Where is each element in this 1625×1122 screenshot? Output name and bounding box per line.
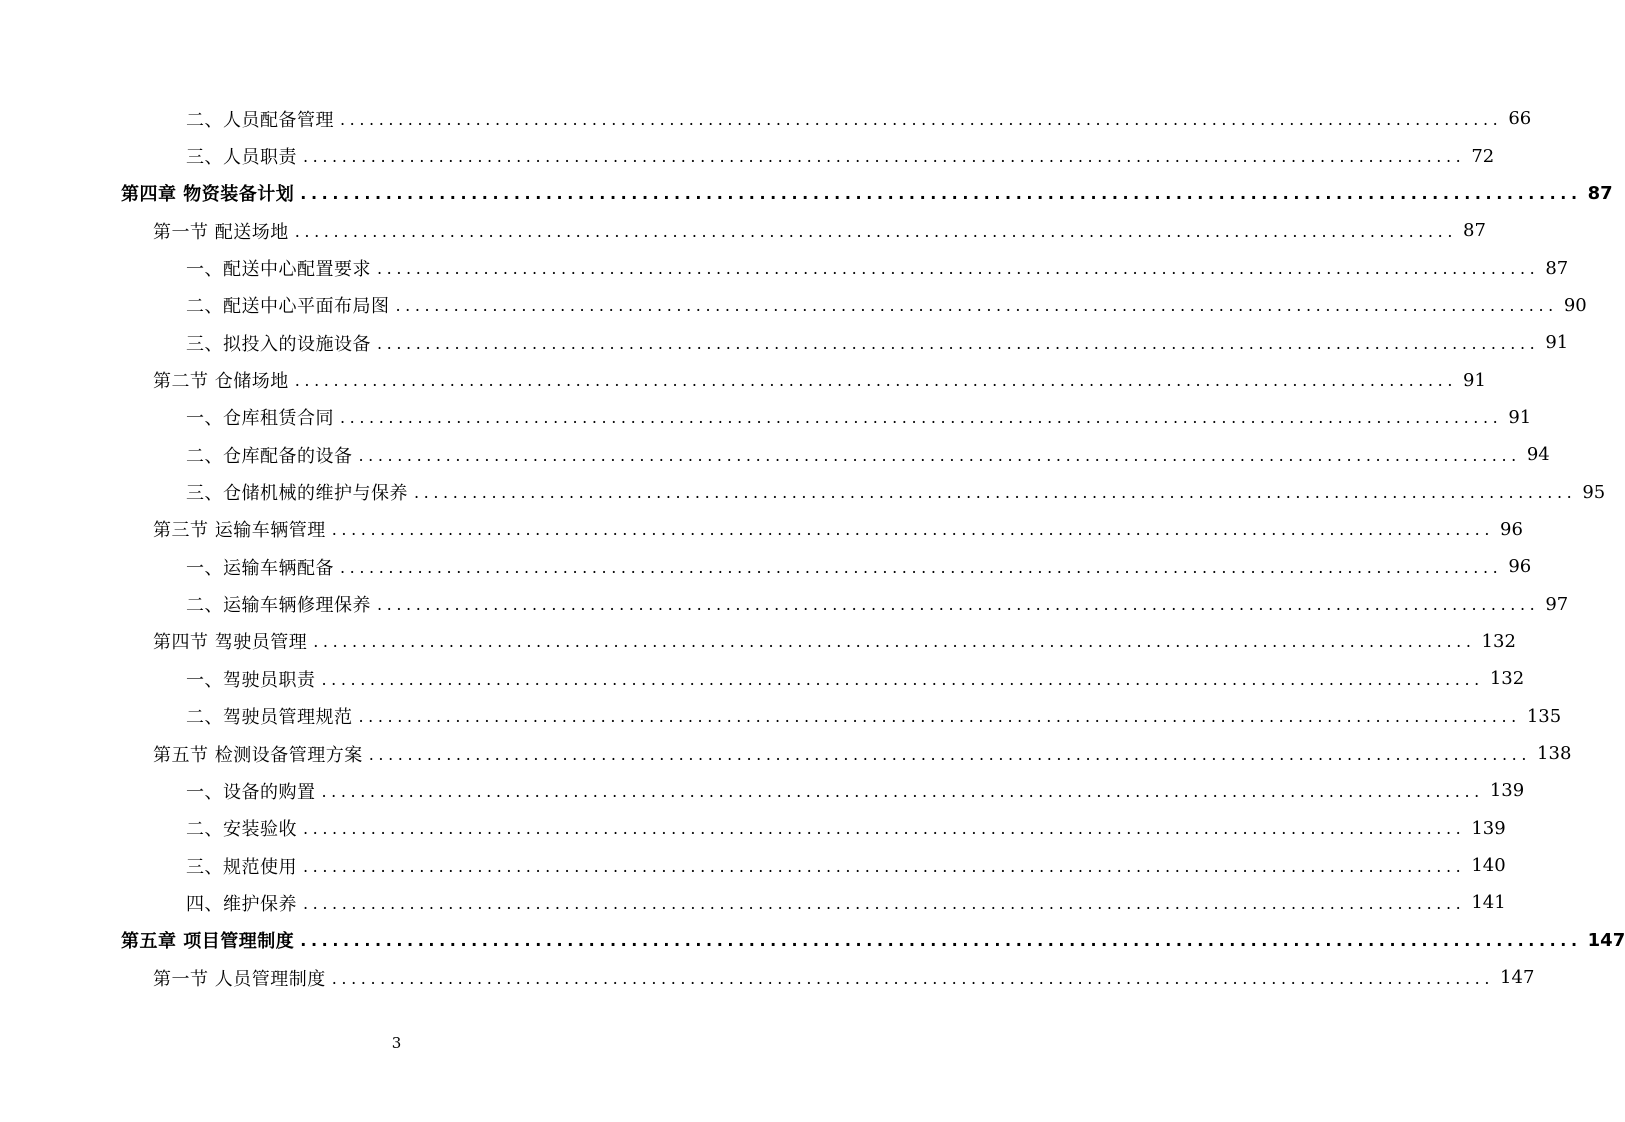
toc-dot-leader: ........................................................................................................................ <box>340 408 1503 428</box>
toc-entry-title: 三、人员职责 <box>186 147 297 169</box>
toc-dot-leader: ........................................................................................................................ <box>321 669 1484 689</box>
toc-entry-title: 三、规范使用 <box>186 856 297 878</box>
toc-dot-leader: ........................................................................................................................ <box>303 147 1466 167</box>
toc-entry-page: 90 <box>1563 294 1587 316</box>
toc-entry-title: 二、配送中心平面布局图 <box>186 296 390 318</box>
toc-entry-page: 96 <box>1508 556 1532 578</box>
toc-entry-title: 第四节 驾驶员管理 <box>153 632 308 654</box>
page-number: 3 <box>391 1034 402 1052</box>
toc-dot-leader: ........................................................................................................................ <box>303 856 1466 876</box>
toc-dot-leader: ........................................................................................................................ <box>377 259 1540 279</box>
toc-entry-title: 二、安装验收 <box>186 819 297 841</box>
toc-entry-item[interactable] <box>0 660 1525 697</box>
toc-entry-page: 132 <box>1481 630 1516 652</box>
toc-entry-page: 91 <box>1508 406 1532 428</box>
toc-dot-leader: ........................................................................................................................ <box>294 371 1458 391</box>
toc-entry-item[interactable] <box>0 548 1532 585</box>
toc-entry-page: 87 <box>1463 220 1486 242</box>
toc-dot-leader: ........................................................................................................................ <box>395 296 1558 316</box>
toc-entry-item[interactable] <box>0 810 1506 847</box>
toc-entry-page: 66 <box>1508 108 1532 130</box>
toc-entry-page: 138 <box>1537 743 1572 765</box>
toc-dot-leader: ........................................................................................................................ <box>300 184 1582 204</box>
toc-entry-title: 一、驾驶员职责 <box>186 669 316 691</box>
toc-entry-page: 139 <box>1471 817 1506 839</box>
toc-entry-item[interactable] <box>0 137 1495 174</box>
toc-entry-section[interactable] <box>0 361 1486 398</box>
toc-dot-leader: ........................................................................................................................ <box>331 520 1495 540</box>
toc-entry-item[interactable] <box>0 399 1532 436</box>
toc-entry-section[interactable] <box>0 959 1535 996</box>
toc-entry-page: 87 <box>1587 182 1613 204</box>
toc-dot-leader: ........................................................................................................................ <box>368 744 1532 764</box>
toc-dot-leader: ........................................................................................................................ <box>294 221 1458 241</box>
toc-dot-leader: ........................................................................................................................ <box>377 595 1540 615</box>
toc-entry-item[interactable] <box>0 436 1550 473</box>
toc-entry-item[interactable] <box>0 249 1569 286</box>
toc-entry-item[interactable] <box>0 324 1569 361</box>
toc-entry-title: 二、驾驶员管理规范 <box>186 707 353 729</box>
toc-entry-title: 第二节 仓储场地 <box>153 371 289 393</box>
toc-entry-page: 147 <box>1587 929 1625 951</box>
toc-entry-chapter[interactable] <box>0 175 1613 212</box>
toc-entry-section[interactable] <box>0 511 1523 548</box>
toc-dot-leader: ........................................................................................................................ <box>340 557 1503 577</box>
toc-entry-page: 147 <box>1500 967 1535 989</box>
toc-entry-title: 第四章 物资装备计划 <box>121 184 295 206</box>
toc-entry-page: 94 <box>1526 444 1550 466</box>
toc-entry-section[interactable] <box>0 623 1516 660</box>
toc-entry-section[interactable] <box>0 735 1572 772</box>
toc-entry-page: 87 <box>1545 257 1569 279</box>
toc-entry-item[interactable] <box>0 698 1562 735</box>
toc-entry-title: 第五章 项目管理制度 <box>121 931 295 953</box>
toc-entry-item[interactable] <box>0 287 1587 324</box>
toc-dot-leader: ........................................................................................................................ <box>321 781 1484 801</box>
toc-entry-title: 第五节 检测设备管理方案 <box>153 744 363 766</box>
toc-entry-page: 132 <box>1489 668 1525 690</box>
toc-entry-title: 第三节 运输车辆管理 <box>153 520 326 542</box>
toc-entry-page: 72 <box>1471 145 1495 167</box>
toc-entry-page: 97 <box>1545 593 1569 615</box>
toc-entry-title: 一、仓库租赁合同 <box>186 408 334 430</box>
toc-entry-page: 96 <box>1500 518 1523 540</box>
toc-dot-leader: ........................................................................................................................ <box>300 931 1582 951</box>
table-of-contents <box>0 100 1625 996</box>
toc-entry-item[interactable] <box>0 100 1532 137</box>
toc-entry-title: 二、人员配备管理 <box>186 109 334 131</box>
toc-entry-page: 140 <box>1471 855 1506 877</box>
toc-dot-leader: ........................................................................................................................ <box>303 893 1466 913</box>
toc-entry-title: 三、仓储机械的维护与保养 <box>186 483 408 505</box>
toc-dot-leader: ........................................................................................................................ <box>313 632 1476 652</box>
toc-entry-title: 四、维护保养 <box>186 893 297 915</box>
toc-dot-leader: ........................................................................................................................ <box>358 707 1521 727</box>
toc-entry-title: 一、设备的购置 <box>186 781 316 803</box>
toc-entry-title: 第一节 人员管理制度 <box>153 968 326 990</box>
toc-entry-title: 一、运输车辆配备 <box>186 557 334 579</box>
toc-entry-item[interactable] <box>0 772 1525 809</box>
toc-entry-chapter[interactable] <box>0 922 1625 959</box>
toc-dot-leader: ........................................................................................................................ <box>377 333 1540 353</box>
toc-entry-page: 141 <box>1471 892 1506 914</box>
toc-entry-title: 第一节 配送场地 <box>153 221 289 243</box>
toc-entry-section[interactable] <box>0 212 1486 249</box>
toc-entry-page: 95 <box>1582 481 1606 503</box>
toc-entry-item[interactable] <box>0 847 1506 884</box>
toc-entry-title: 三、拟投入的设施设备 <box>186 333 371 355</box>
toc-entry-item[interactable] <box>0 585 1569 622</box>
toc-entry-page: 91 <box>1463 369 1486 391</box>
toc-entry-page: 139 <box>1489 780 1525 802</box>
toc-entry-item[interactable] <box>0 884 1506 921</box>
toc-dot-leader: ........................................................................................................................ <box>358 445 1521 465</box>
toc-entry-item[interactable] <box>0 473 1606 510</box>
toc-dot-leader: ........................................................................................................................ <box>340 109 1503 129</box>
toc-dot-leader: ........................................................................................................................ <box>303 819 1466 839</box>
toc-entry-title: 二、仓库配备的设备 <box>186 445 353 467</box>
toc-entry-title: 二、运输车辆修理保养 <box>186 595 371 617</box>
toc-dot-leader: ........................................................................................................................ <box>331 968 1495 988</box>
toc-entry-page: 135 <box>1526 705 1562 727</box>
toc-dot-leader: ........................................................................................................................ <box>414 483 1577 503</box>
toc-entry-title: 一、配送中心配置要求 <box>186 259 371 281</box>
toc-entry-page: 91 <box>1545 332 1569 354</box>
